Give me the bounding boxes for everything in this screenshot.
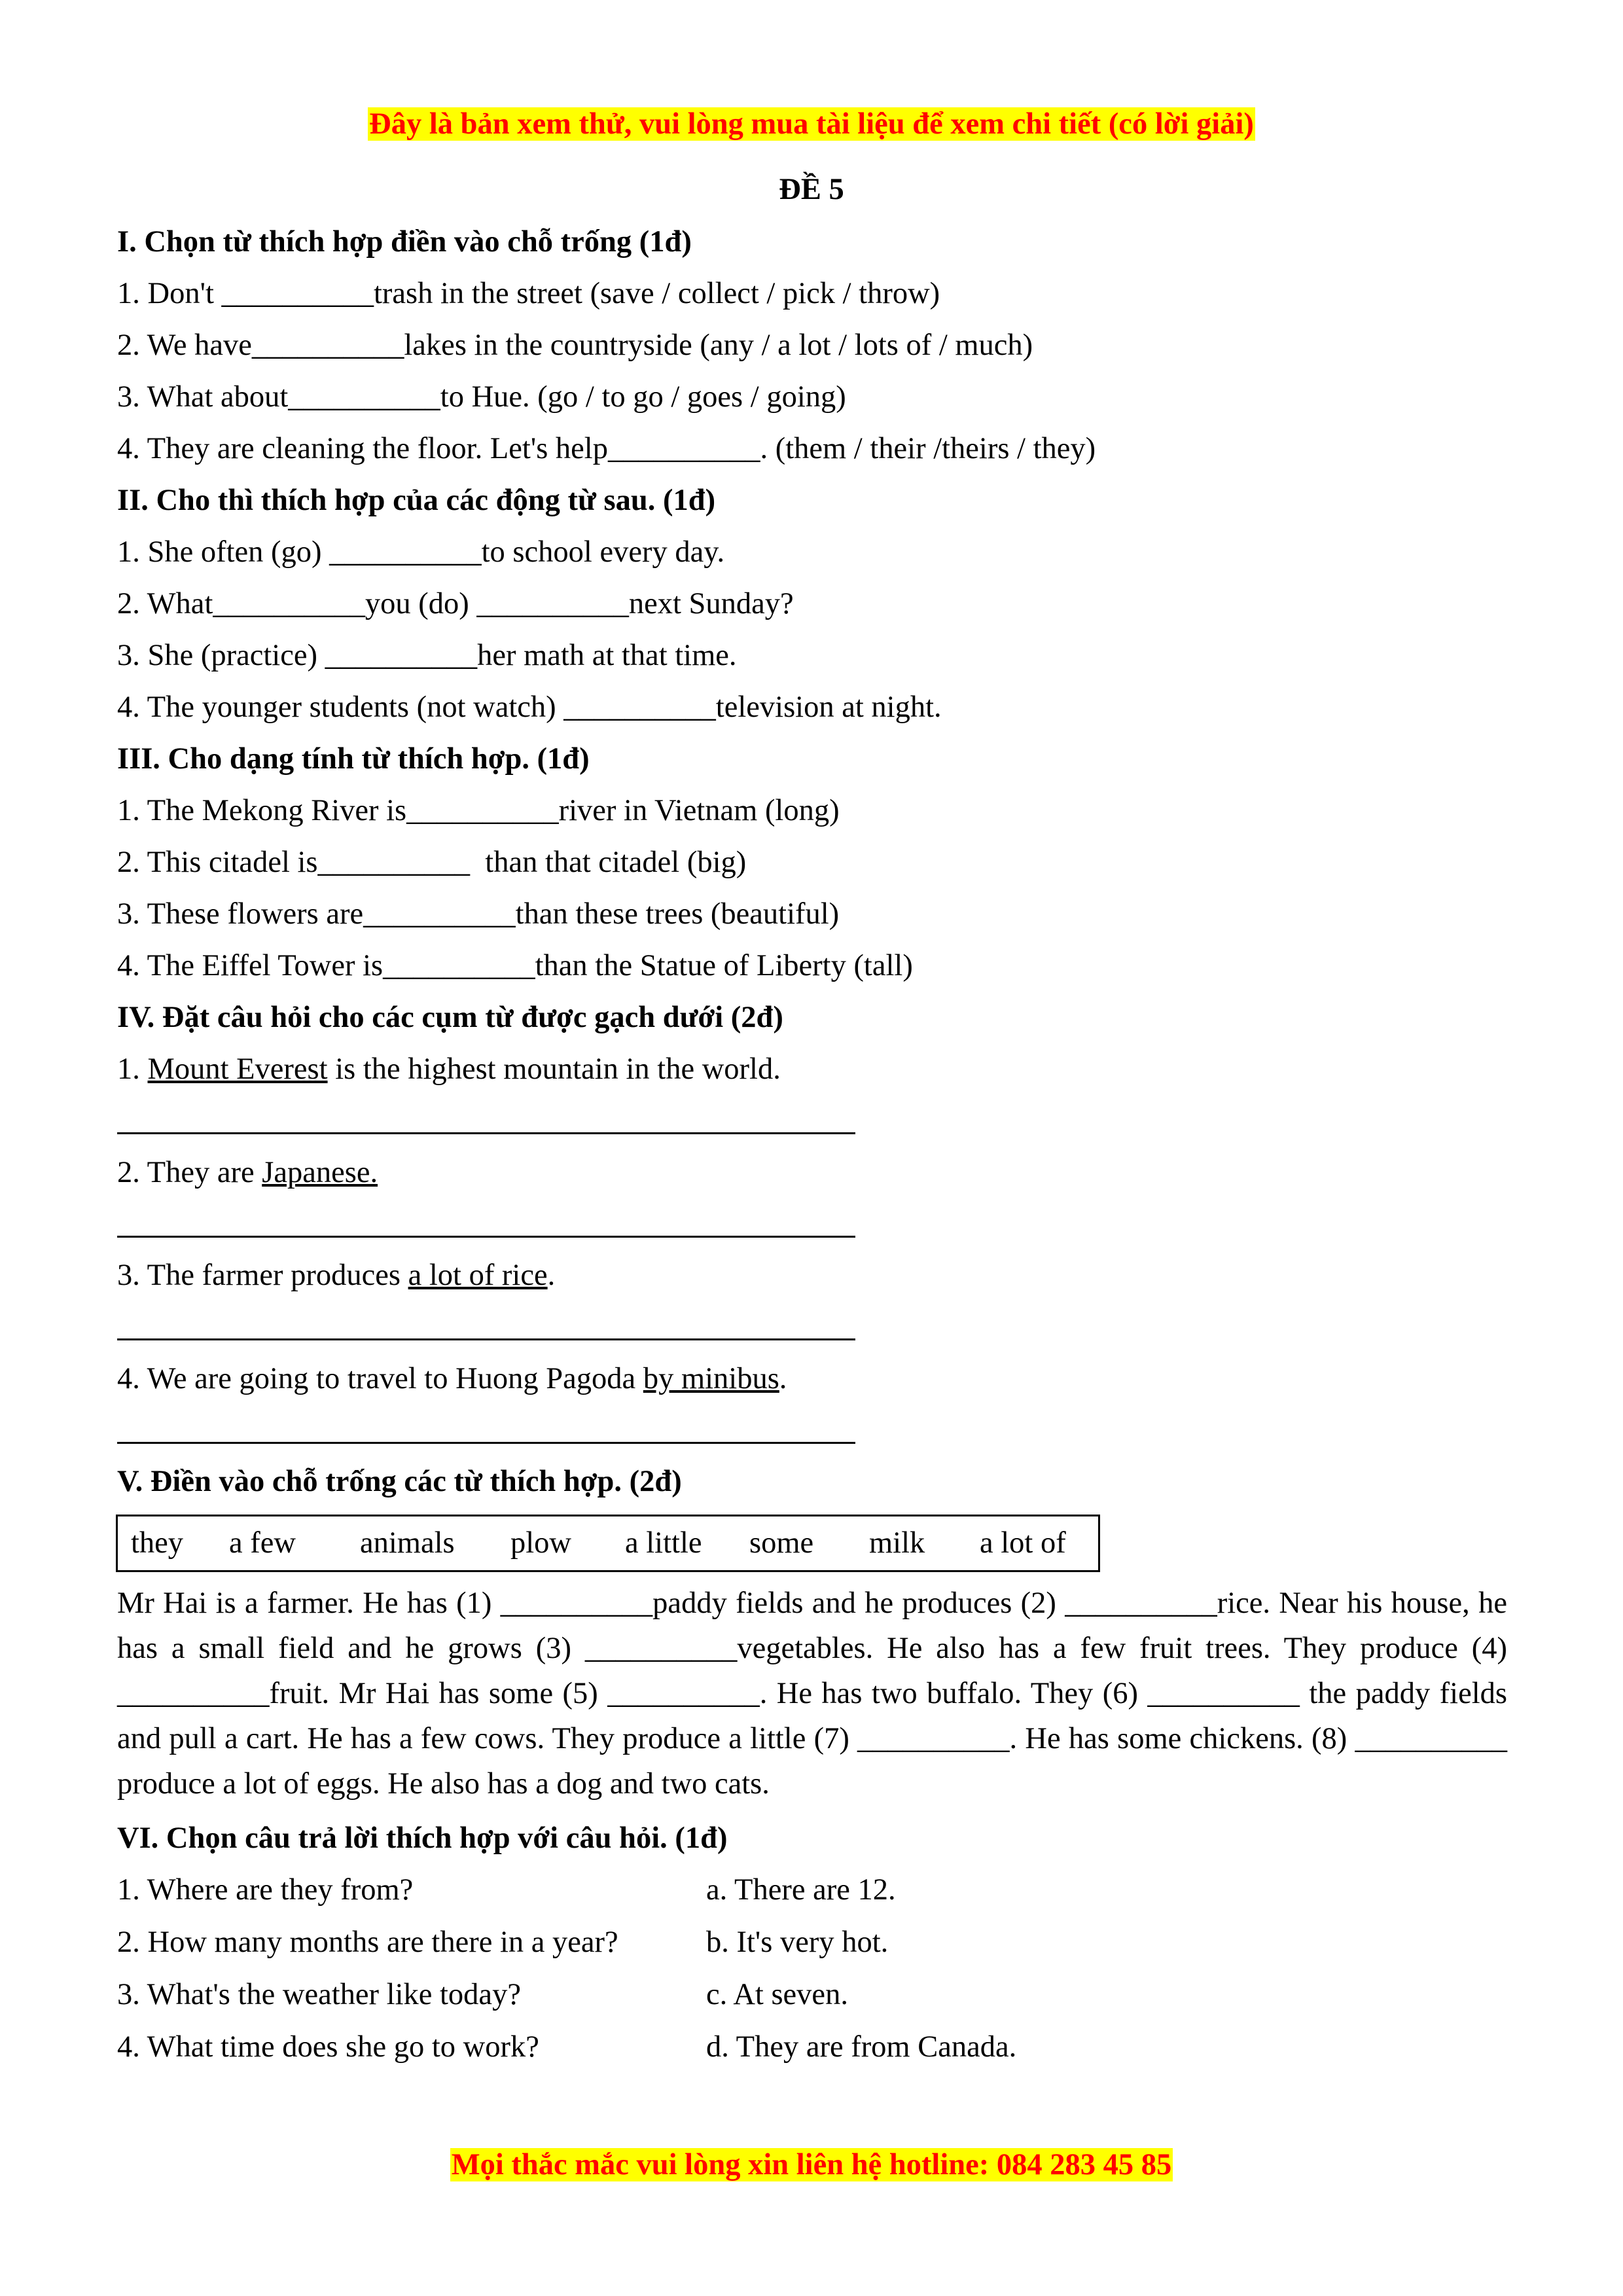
matching-question: 4. What time does she go to work? [117, 2030, 539, 2064]
section-1-item: 4. They are cleaning the floor. Let's help__________. (them / their /theirs / they) [117, 432, 1096, 465]
section-4-heading: IV. Đặt câu hỏi cho các cụm từ được gạch dưới (2đ) [117, 1001, 783, 1034]
word-box-item: a lot of [980, 1526, 1066, 1560]
section-4-item [117, 1361, 787, 1397]
underlined-phrase: by minibus [643, 1362, 779, 1395]
matching-answer: c. At seven. [706, 1978, 848, 2011]
section-1-item: 3. What about__________to Hue. (go / to go / goes / going) [117, 380, 846, 414]
word-box-item: plow [510, 1526, 571, 1560]
matching-answer: a. There are 12. [706, 1873, 896, 1907]
preview-notice: Đây là bản xem thử, vui lòng mua tài liệu để xem chi tiết (có lời giải) [369, 107, 1254, 141]
section-4-item [117, 1051, 781, 1088]
section-2-item: 4. The younger students (not watch) __________television at night. [117, 691, 942, 724]
answer-line[interactable] [117, 1132, 855, 1134]
word-box-item: a few [229, 1526, 296, 1560]
word-box-item: milk [869, 1526, 925, 1560]
matching-question: 3. What's the weather like today? [117, 1978, 521, 2011]
preview-notice-line [0, 106, 1623, 143]
section-3-item: 2. This citadel is__________ than that citadel (big) [117, 846, 747, 879]
section-5-heading: V. Điền vào chỗ trống các từ thích hợp. (2đ) [117, 1465, 682, 1498]
answer-line[interactable] [117, 1236, 855, 1238]
underlined-phrase: a lot of rice [408, 1259, 548, 1292]
section-2-item: 3. She (practice) __________her math at that time. [117, 639, 737, 672]
word-box-item: they [131, 1526, 184, 1560]
underlined-phrase: Japanese. [262, 1156, 378, 1189]
hotline-notice: Mọi thắc mắc vui lòng xin liên hệ hotline: 084 283 45 85 [451, 2148, 1172, 2181]
answer-line[interactable] [117, 1442, 855, 1444]
section-4-item [117, 1257, 555, 1294]
section-1-heading: I. Chọn từ thích hợp điền vào chỗ trống (1đ) [117, 225, 692, 259]
item-text: 3. The farmer produces [117, 1259, 408, 1292]
item-text: 2. They are [117, 1156, 262, 1189]
section-2-item: 2. What__________you (do) __________next Sunday? [117, 587, 794, 620]
section-4-item [117, 1155, 378, 1191]
item-text: 4. We are going to travel to Huong Pagoda [117, 1362, 643, 1395]
item-text: . [547, 1259, 556, 1292]
hotline-notice-line [0, 2147, 1623, 2183]
underlined-phrase: Mount Everest [147, 1052, 328, 1086]
section-2-heading: II. Cho thì thích hợp của các động từ sau. (1đ) [117, 484, 716, 517]
section-2-item: 1. She often (go) __________to school every day. [117, 535, 725, 569]
matching-question: 1. Where are they from? [117, 1873, 414, 1907]
word-box-item: some [749, 1526, 814, 1560]
matching-answer: b. It's very hot. [706, 1926, 889, 1959]
word-box-item: a little [625, 1526, 702, 1560]
word-box [116, 1515, 1100, 1572]
section-3-item: 1. The Mekong River is__________river in Vietnam (long) [117, 794, 840, 827]
exam-title: ĐỀ 5 [779, 173, 844, 206]
section-3-heading: III. Cho dạng tính từ thích hợp. (1đ) [117, 742, 590, 776]
item-text: 1. [117, 1052, 148, 1086]
section-6-heading: VI. Chọn câu trả lời thích hợp với câu hỏi. (1đ) [117, 1821, 728, 1855]
answer-line[interactable] [117, 1338, 855, 1340]
matching-question: 2. How many months are there in a year? [117, 1926, 618, 1959]
section-1-item: 2. We have__________lakes in the countryside (any / a lot / lots of / much) [117, 329, 1033, 362]
word-box-item: animals [360, 1526, 455, 1560]
section-1-item: 1. Don't __________trash in the street (save / collect / pick / throw) [117, 277, 940, 310]
matching-answer: d. They are from Canada. [706, 2030, 1017, 2064]
section-3-item: 4. The Eiffel Tower is__________than the Statue of Liberty (tall) [117, 949, 913, 982]
section-5-passage: Mr Hai is a farmer. He has (1) __________paddy fields and he produces (2) __________rice. Near his house, he has a small field and he grows (3) __________vegetables. He also has a few fruit trees. They produce (4) __________fruit. Mr Hai has some (5) __________. He has two buffalo. They (6) __________ the paddy fields and pull a cart. He has a few cows. They produce a little (7) __________. He has some chickens. (8) __________ produce a lot of eggs. He also has a dog and two cats. [117, 1587, 1507, 1801]
section-3-item: 3. These flowers are__________than these trees (beautiful) [117, 897, 840, 931]
item-text: . [779, 1362, 787, 1395]
item-text: is the highest mountain in the world. [327, 1052, 781, 1086]
